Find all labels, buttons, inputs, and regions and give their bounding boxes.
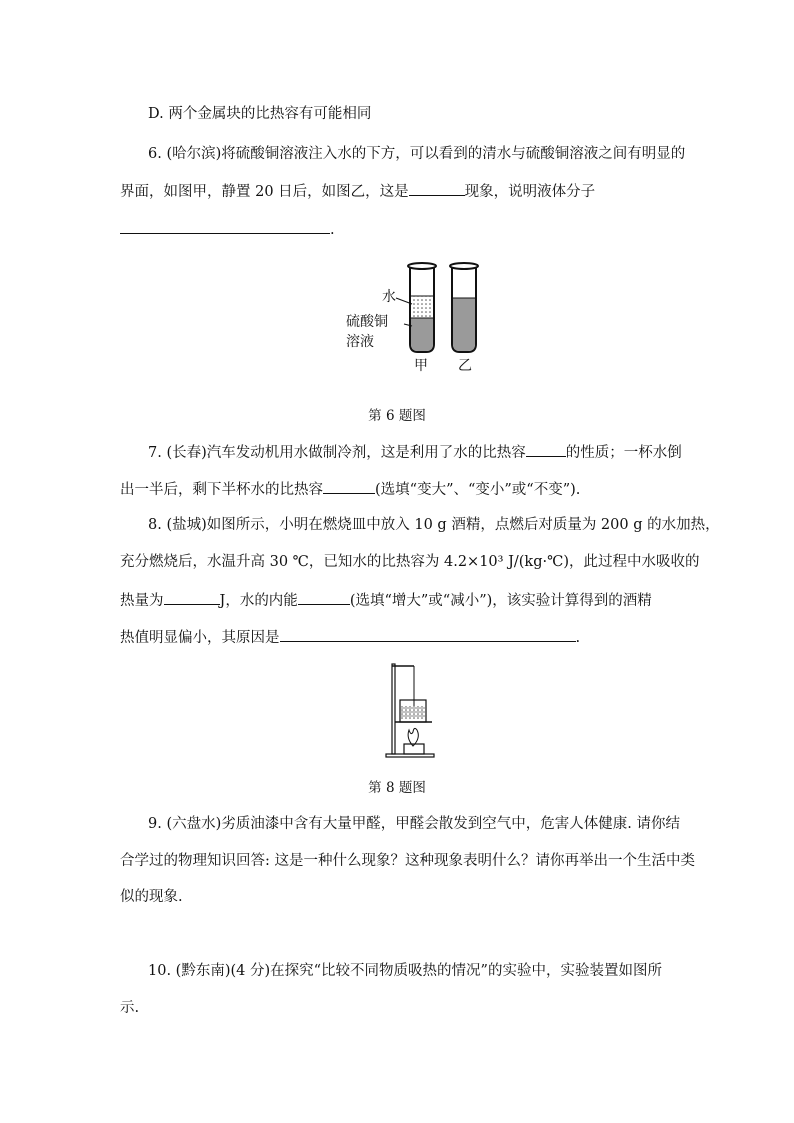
q8-line-3-text-c: (选填“增大”或“减小”)，该实验计算得到的酒精 — [349, 593, 652, 609]
q10-line-2: 示. — [120, 1000, 140, 1016]
q6-line-1: 6. (哈尔滨)将硫酸铜溶液注入水的下方，可以看到的清水与硫酸铜溶液之间有明显的 — [148, 146, 686, 162]
q6-blank-2[interactable] — [120, 218, 330, 234]
q7-line-2 — [120, 478, 580, 500]
flame-icon — [408, 728, 418, 746]
q9-line-2: 合学过的物理知识回答: 这是一种什么现象？这种现象表明什么？请你再举出一个生活中类 — [120, 853, 695, 869]
q6-line-3-end: . — [330, 222, 335, 238]
q9-line-1: 9. (六盘水)劣质油漆中含有大量甲醛，甲醛会散发到空气中，危害人体健康. 请你结 — [148, 816, 680, 832]
q8-line-2: 充分燃烧后，水温升高 30 ℃，已知水的比热容为 4.2×10³ J/(kg·℃)，此过程中水吸收的 — [120, 554, 700, 570]
q9-line-3: 似的现象. — [120, 889, 183, 905]
q7-line-2-text-b: (选填“变大”、“变小”或“不变”). — [375, 482, 581, 498]
fig6-label-yi: 乙 — [458, 358, 472, 374]
q8-line-1: 8. (盐城)如图所示，小明在燃烧皿中放入 10 g 酒精，点燃后对质量为 200 g 的水加热， — [148, 517, 720, 533]
q6-line-2-text-b: 现象，说明液体分子 — [464, 184, 596, 200]
q6-line-2 — [120, 180, 595, 202]
q8-blank-heat[interactable] — [164, 589, 220, 605]
q5-option-d: D. 两个金属块的比热容有可能相同 — [148, 106, 372, 122]
q6-line-2-text-a: 界面，如图甲，静置 20 日后，如图乙，这是 — [120, 184, 409, 200]
q7-line-1 — [148, 441, 682, 463]
q8-line-4-text-b: . — [575, 630, 581, 646]
q6-figure-caption: 第 6 题图 — [368, 408, 426, 424]
q8-line-3 — [120, 589, 652, 611]
q7-line-2-text-a: 出一半后，剩下半杯水的比热容 — [120, 482, 323, 498]
q6-line-3 — [120, 218, 335, 240]
q7-blank-1[interactable] — [526, 441, 566, 457]
fig6-label-solution-2: 溶液 — [346, 334, 374, 350]
q8-figure-caption: 第 8 题图 — [368, 780, 426, 796]
q7-blank-2[interactable] — [323, 478, 375, 494]
stand-rod — [392, 664, 395, 754]
q6-blank-1[interactable] — [409, 180, 465, 196]
beaker — [400, 700, 426, 722]
q8-line-4 — [120, 626, 580, 648]
q8-blank-internal-energy[interactable] — [298, 589, 350, 605]
q7-line-1-text-a: 7. (长春)汽车发动机用水做制冷剂，这是利用了水的比热容 — [148, 445, 526, 461]
fig6-label-jia: 甲 — [414, 358, 428, 374]
q8-line-3-text-a: 热量为 — [120, 593, 164, 609]
fig6-label-water: 水 — [382, 289, 396, 305]
fig6-label-solution-1: 硫酸铜 — [346, 314, 388, 330]
q8-blank-reason[interactable] — [280, 626, 576, 642]
beaker-jia — [396, 263, 436, 352]
beaker-yi — [450, 263, 478, 352]
q7-line-1-text-b: 的性质；一杯水倒 — [565, 445, 682, 461]
q8-line-4-text-a: 热值明显偏小，其原因是 — [120, 630, 280, 646]
q8-line-3-text-b: J，水的内能 — [219, 593, 298, 609]
q8-figure-apparatus — [380, 660, 440, 760]
q10-line-1: 10. (黔东南)(4 分)在探究“比较不同物质吸热的情况”的实验中，实验装置如图所 — [148, 963, 662, 979]
